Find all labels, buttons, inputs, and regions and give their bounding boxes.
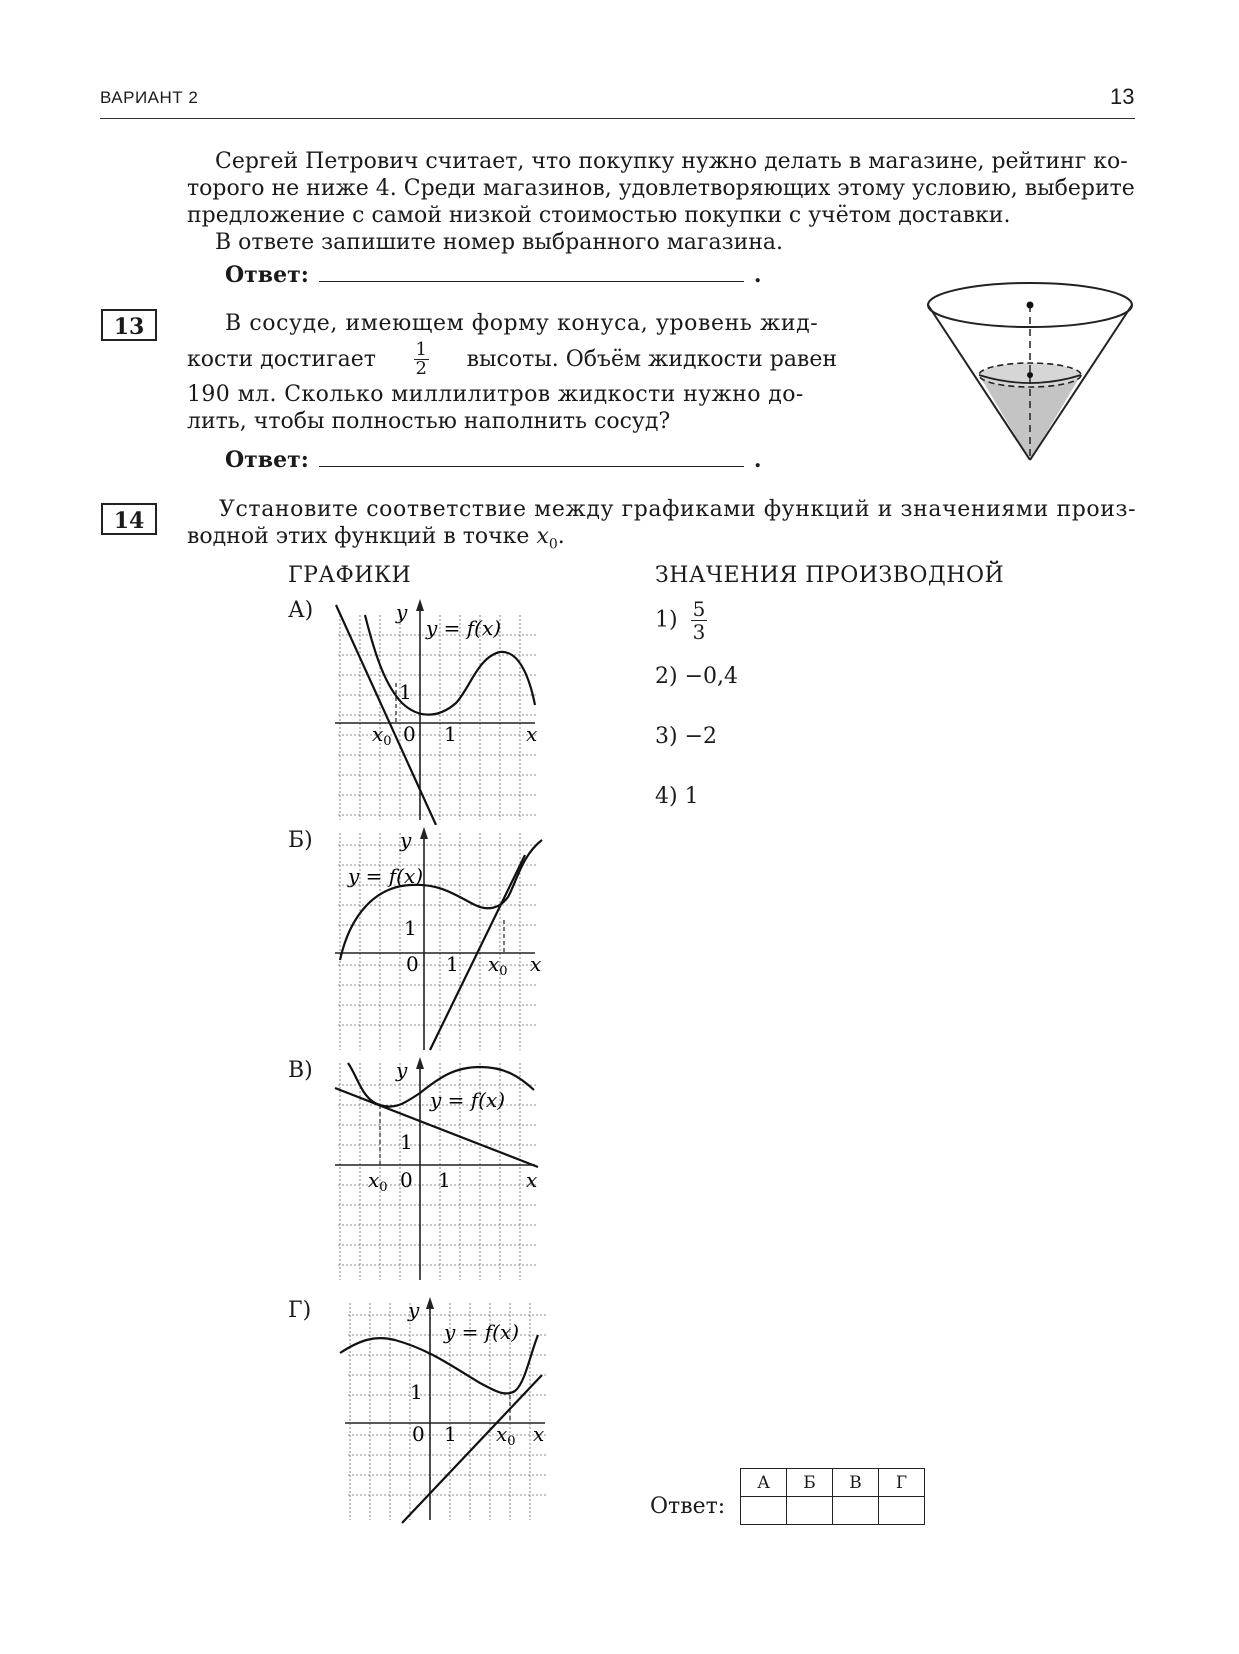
x0-label: $x_0$ [488, 952, 508, 979]
answer-col-g: Г [879, 1469, 925, 1497]
tick-1-x: 1 [438, 1168, 451, 1192]
x0-label: $x_0$ [372, 722, 392, 749]
task12-line4: В ответе запишите номер выбранного магазина. [215, 230, 784, 255]
task14-answer-label: Ответ: [650, 1494, 726, 1519]
task12-line2: торого не ниже 4. Среди магазинов, удовлетворяющих этому условию, выберите [187, 176, 1135, 201]
option-3 [655, 724, 717, 749]
graph-label-v: В) [288, 1058, 313, 1083]
header-rule [100, 118, 1135, 119]
y-arrow [416, 599, 424, 611]
tick-1-y: 1 [400, 1130, 413, 1154]
tick-1-x: 1 [444, 1422, 457, 1446]
answer-cell-v[interactable] [833, 1497, 879, 1525]
graph-label-g: Г) [288, 1298, 312, 1323]
tick-1-y: 1 [399, 680, 412, 704]
task14-text [187, 496, 1137, 558]
answer-cell-b[interactable] [787, 1497, 833, 1525]
page-number: 13 [1110, 84, 1135, 109]
answer-label: Ответ: [225, 447, 309, 473]
x-label: x [526, 722, 538, 746]
function-label: y = f(x) [444, 1320, 520, 1344]
graph-g [330, 1295, 550, 1525]
option-label: 3) [655, 724, 678, 749]
option-value: −0,4 [684, 664, 739, 689]
y-label: y [396, 600, 408, 624]
graph-b [330, 825, 550, 1055]
origin-label: 0 [412, 1422, 425, 1446]
option-1 [655, 598, 713, 643]
x-label: x [530, 952, 542, 976]
x0-subscript: 0 [548, 536, 558, 553]
answer-cell-g[interactable] [879, 1497, 925, 1525]
graph-label-b: Б) [288, 828, 313, 853]
tick-1-x: 1 [446, 952, 459, 976]
option-label: 2) [655, 664, 678, 689]
option-value: −2 [684, 724, 718, 749]
answer-field[interactable] [319, 261, 744, 282]
task13-line2 [187, 341, 837, 378]
task12-line3: предложение с самой низкой стоимостью покупки с учётом доставки. [187, 203, 1011, 228]
answer-field[interactable] [319, 446, 744, 467]
task13-line1: В сосуде, имеющем форму конуса, уровень жид- [225, 311, 819, 336]
tick-1-y: 1 [404, 916, 417, 940]
function-label: y = f(x) [348, 864, 424, 888]
answer-label: Ответ: [225, 262, 309, 288]
task14-line2: водной этих функций в точке $x_0$. [187, 524, 565, 553]
variant-header: ВАРИАНТ 2 [100, 88, 199, 107]
y-label: y [400, 828, 412, 852]
task12-line1: Сергей Петрович считает, что покупку нужно делать в магазине, рейтинг ко- [215, 149, 1128, 174]
function-label: y = f(x) [430, 1088, 506, 1112]
task-number-13: 13 [101, 309, 157, 341]
option-2 [655, 664, 738, 689]
cone-top-center [1027, 302, 1034, 309]
option-1-fraction [691, 598, 708, 643]
graph-label-a: А) [288, 598, 314, 623]
y-arrow [426, 1297, 434, 1309]
grid [338, 615, 538, 820]
origin-label: 0 [406, 952, 419, 976]
answer-table [740, 1468, 925, 1525]
function-label: y = f(x) [426, 616, 502, 640]
x0-label: $x_0$ [368, 1168, 388, 1195]
frac-num: 1 [415, 339, 427, 360]
origin-label: 0 [403, 722, 416, 746]
task13-line2a: кости достигает [187, 347, 376, 372]
task12-text [187, 148, 1137, 256]
x0-symbol: x [536, 524, 549, 549]
values-heading: ЗНАЧЕНИЯ ПРОИЗВОДНОЙ [655, 563, 1005, 588]
option-label: 4) [655, 784, 678, 809]
fraction-one-half [414, 341, 429, 378]
tick-1-x: 1 [444, 722, 457, 746]
task14-line2-text: водной этих функций в точке [187, 524, 530, 549]
answer-col-b: Б [787, 1469, 833, 1497]
option-label: 1) [655, 607, 678, 633]
x-label: x [533, 1422, 545, 1446]
y-arrow [416, 1057, 424, 1069]
answer-col-v: В [833, 1469, 879, 1497]
x-label: x [526, 1168, 538, 1192]
graph-v [330, 1055, 550, 1285]
task14-line1: Установите соответствие между графиками функций и значениями произ- [219, 497, 1137, 522]
task13-line4: лить, чтобы полностью наполнить сосуд? [187, 409, 671, 434]
y-label: y [396, 1058, 408, 1082]
task12-answer: Ответ: . [225, 262, 762, 288]
origin-label: 0 [400, 1168, 413, 1192]
y-arrow [420, 827, 428, 839]
answer-cell-a[interactable] [741, 1497, 787, 1525]
x0-label: $x_0$ [496, 1422, 516, 1449]
task-number-14: 14 [101, 503, 157, 535]
task13-answer: Ответ: . [225, 447, 762, 473]
task13-line2b: высоты. Объём жидкости равен [466, 347, 837, 372]
graphs-heading: ГРАФИКИ [288, 563, 412, 588]
tangent-line [402, 1375, 545, 1523]
task13-text [187, 310, 837, 435]
frac-num: 5 [692, 597, 706, 621]
tick-1-y: 1 [410, 1380, 423, 1404]
graph-a [330, 595, 550, 825]
cone-level-center [1027, 372, 1033, 378]
answer-col-a: А [741, 1469, 787, 1497]
y-label: y [408, 1298, 420, 1322]
frac-den: 2 [415, 358, 427, 379]
option-value: 1 [684, 784, 699, 809]
frac-den: 3 [692, 620, 706, 644]
cone-illustration [920, 275, 1140, 465]
option-4 [655, 784, 699, 809]
function-curve [340, 840, 542, 960]
task13-line3: 190 мл. Сколько миллилитров жидкости нужно до- [187, 382, 804, 407]
